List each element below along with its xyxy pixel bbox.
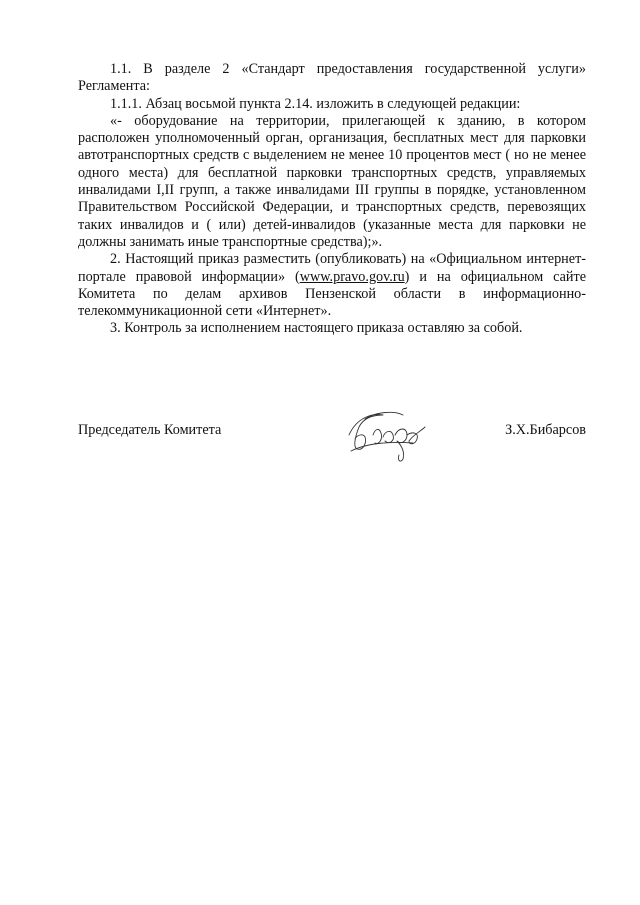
signatory-title: Председатель Комитета — [78, 422, 222, 438]
pravo-link[interactable]: www.pravo.gov.ru — [299, 268, 405, 285]
paragraph-amendment-text: «- оборудование на территории, прилегающей к зданию, в котором расположен уполномоченный орган, организация, бесплатных мест для парковки автотранспортных средств с выделением не менее 10 процентов мест ( но не менее одного места) для бесплатной парковки транспортных средств, управляемых инвалидами I,II групп, а также инвалидами III группы в порядке, установленном Правительством Российской Федерации, и транспортных средств, перевозящих таких инвалидов и ( или) детей-инвалидов (указанные места для парковки не должны занимать иные транспортные средства);». — [78, 112, 586, 250]
handwritten-signature — [343, 405, 438, 465]
paragraph-1-1: 1.1. В разделе 2 «Стандарт предоставления государственной услуги» Регламента: — [78, 61, 586, 95]
paragraph-3: 3. Контроль за исполнением настоящего приказа оставляю за собой. — [110, 320, 523, 337]
signatory-name: З.Х.Бибарсов — [505, 422, 586, 438]
paragraph-2 — [78, 251, 586, 320]
paragraph-2-text-end: ) и на официальном сайте Комитета по делам архивов Пензенской области в информационно-телекоммуникационной сети «Интернет». — [78, 268, 586, 320]
paragraph-2-text-start: 2. Настоящий приказ разместить (опубликовать) на «Официальном интернет-портале правовой информации» ( — [78, 251, 586, 285]
signature-block — [78, 405, 586, 465]
paragraph-1-1-1: 1.1.1. Абзац восьмой пункта 2.14. изложить в следующей редакции: — [110, 95, 521, 112]
document-body — [78, 61, 586, 338]
